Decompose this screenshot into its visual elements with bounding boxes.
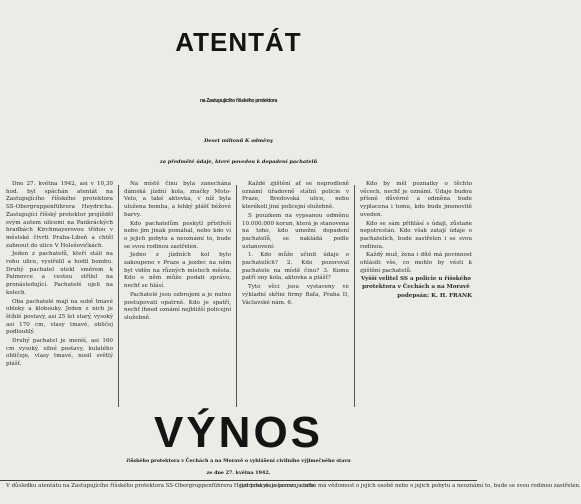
subheadline: na Zastupujícího říšského protektora bbox=[200, 98, 277, 104]
decree-subtitle bbox=[0, 455, 477, 479]
signature-name: podepsán: K. H. FRANK bbox=[397, 292, 472, 299]
article-column-3 bbox=[242, 181, 349, 411]
column-paragraph: Kdo by měl poznatky o těchto věcech, nechť je oznámí. Údaje budou přísně důvěrné a odměna bude vyplacena i tomu, kdo bude jmenovitě uveden. bbox=[360, 181, 472, 218]
column-paragraph: Tyto věci jsou vystaveny ve výkladní skříni firmy Baťa, Praha II, Václavské nám. 6. bbox=[242, 284, 349, 306]
column-paragraph: Kdo pachatelům poskytl přístřeší nebo jim jinak pomáhal, nebo kdo ví o jejich pobytu a neoznámí to, bude se svou rodinou zastřelen. bbox=[124, 220, 231, 250]
column-divider bbox=[354, 185, 355, 407]
column-paragraph: 1. Kdo může učinit údaje o pachatelích? 2. Kdo pozoroval pachatele na místě činu? 3. Komu patří ony kola, aktovka a plášť? bbox=[242, 252, 349, 282]
signature-title: Vyšší velitel SS a policie u říšského protektora v Čechách a na Moravě bbox=[360, 276, 472, 291]
column-paragraph: Pachatelé jsou ozbrojeni a je nutno postupovati opatrně. Kdo je spatří, nechť ihned oznámí nejbližší policejní služebně. bbox=[124, 291, 231, 321]
column-paragraph: Každé zjištění ať se neprodleně oznámí úřadovně státní policie v Praze, Bredovská ulice, nebo kterékoli jiné policejní služebně. bbox=[242, 181, 349, 211]
column-paragraph: Kdo se sám přihlásí s údaji, zůstane nepotrestán. Kdo však zatají údaje o pachatelích, bude zastřelen i se svou rodinou. bbox=[360, 220, 472, 250]
column-paragraph: S pouzkem na vypsanou odměnu 10.000.000 korun, která je stanovena na toho, kdo umožní dopadení pachatelů, se nakládá podle ustanovení: bbox=[242, 212, 349, 250]
column-divider bbox=[236, 185, 237, 407]
article-columns bbox=[6, 181, 472, 411]
article-column-4 bbox=[360, 181, 472, 411]
column-paragraph: Každý muž, žena i dítě má povinnost ohlásiti vše, co mohlo by vésti k zjištění pachatelů. bbox=[360, 252, 472, 274]
article-column-2 bbox=[124, 181, 231, 411]
column-paragraph: Jeden z pachatelů, kteří stáli na rohu ulice, vystřelil a hodil bombu. Druhý pachatel utekl směrem k Palmovce a cestou střílel na pronásledující. Pachatelé ujeli na kolech. bbox=[6, 251, 113, 296]
reward-offer-line: za předměté údaje, které povedou k dopadení pachatelů bbox=[159, 159, 318, 165]
column-paragraph: Oba pachatelé mají na sobě tmavé obleky a klobouky. Jeden z nich je štíhlé postavy, asi 25 let starý, vysoký asi 170 cm, vlasy tmavé, obličej podlouhlý. bbox=[6, 298, 113, 336]
headline: ATENTÁT bbox=[175, 27, 302, 57]
decree-text-right: jim poskytuje pomoc, anebo má vědomost o jejich osobě nebo o jejich pobytu a neoznámí to, bude se svou rodinou zastřelen. bbox=[240, 483, 581, 489]
column-paragraph: Dne 27. května 1942, asi v 10,30 hod. byl spáchán atentát na Zastupujícího říšského protektora SS-Obergruppenführera Heydricha. Zastupující říšský protektor projížděl svým autem ulicemi na Pankráckých hradbách Kirchmayerovou třídou v městské čtvrti Praha-Libeň a chtěl zahnout do ulice V Holešovičkách. bbox=[6, 181, 113, 249]
column-paragraph: Jedno z jízdních kol bylo zakoupeno v Praze a jezdec na něm byl viděn na různých místech města. Kdo o něm může podati zprávu, nechť se hlásí. bbox=[124, 252, 231, 290]
column-divider bbox=[118, 185, 119, 407]
reward-heading: Deset milionů K odměny bbox=[204, 138, 273, 144]
decree-heading: VÝNOS bbox=[153, 408, 324, 457]
bottom-divider bbox=[0, 480, 477, 481]
column-paragraph: Na místě činu byla zanechána dámská jízdní kola, značky Moto-Velo, a také aktovka, v níž byla uložena bomba, a lehký plášť béžové barvy. bbox=[124, 181, 231, 218]
decree-text-left: V důsledku atentátu na Zastupujícího říšského protektora SS-Obergruppenführera Heydricha se ustanovuje toto: bbox=[6, 483, 316, 489]
column-paragraph: Druhý pachatel je menší, asi 160 cm vysoký, silné postavy, kulatého obličeje, vlasy tmavé, nosil světlý plášť. bbox=[6, 338, 113, 368]
decree-subtitle-line: ze dne 27. května 1942. bbox=[206, 470, 271, 476]
article-column-1 bbox=[6, 181, 113, 411]
decree-subtitle-line: říšského protektora v Čechách a na Moravě o vyhlášení civilního výjimečného stavu bbox=[126, 458, 351, 464]
